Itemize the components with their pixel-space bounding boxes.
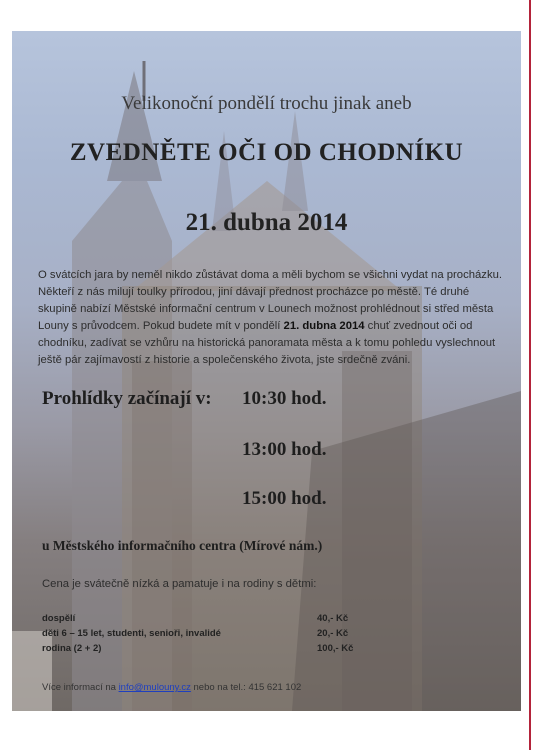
tour-time-1: 10:30 hod. bbox=[242, 388, 327, 409]
intro-paragraph bbox=[38, 267, 504, 369]
tours-heading: Prohlídky začínají v: bbox=[42, 388, 212, 409]
price-value: 40,- Kč bbox=[317, 613, 349, 624]
price-value: 20,- Kč bbox=[317, 628, 349, 639]
tour-time-3: 15:00 hod. bbox=[242, 488, 327, 509]
title-line-1: Velikonoční pondělí trochu jinak aneb bbox=[121, 93, 412, 114]
price-label: rodina (2 + 2) bbox=[42, 643, 102, 654]
title-line-2: ZVEDNĚTE OČI OD CHODNÍKU bbox=[69, 139, 464, 166]
intro-paragraph-part2: chuť zvednout oči od chodníku, zadívat se vzhůru na historická panoramata města a k tomu pohledu vyslechnout ještě pár zajímavostí z historie a společenského života, jste srdečně zváni. bbox=[38, 320, 496, 366]
price-label: děti 6 – 15 let, studenti, senioři, invalidé bbox=[42, 628, 221, 639]
tour-time-2: 13:00 hod. bbox=[242, 439, 327, 460]
price-intro: Cena je svátečně nízká a pamatuje i na rodiny s dětmi: bbox=[42, 578, 317, 590]
contact-email-link[interactable]: info@mulouny.cz bbox=[118, 682, 191, 693]
contact-line bbox=[42, 682, 301, 693]
contact-suffix: nebo na tel.: 415 621 102 bbox=[190, 682, 302, 693]
page-edge-line bbox=[529, 0, 531, 750]
poster bbox=[12, 31, 521, 711]
venue-text: u Městského informačního centra (Mírové nám.) bbox=[42, 538, 323, 553]
price-label: dospělí bbox=[42, 613, 76, 624]
church-background bbox=[12, 31, 521, 711]
contact-prefix: Více informací na bbox=[42, 682, 119, 693]
intro-paragraph-date: 21. dubna 2014 bbox=[283, 320, 365, 332]
price-value: 100,- Kč bbox=[317, 643, 354, 654]
intro-paragraph-part1: O svátcích jara by neměl nikdo zůstávat doma a měli bychom se všichni vydat na procházku. Někteří z nás milují toulky přírodou, jiní dávají přednost procházce po městě. Té druhé skupině nabízí Městské informační centrum v Lounech možnost prohlédnout si střed města Louny s průvodcem. Pokud budete mít v pondělí bbox=[38, 269, 503, 332]
event-date: 21. dubna 2014 bbox=[185, 209, 348, 236]
